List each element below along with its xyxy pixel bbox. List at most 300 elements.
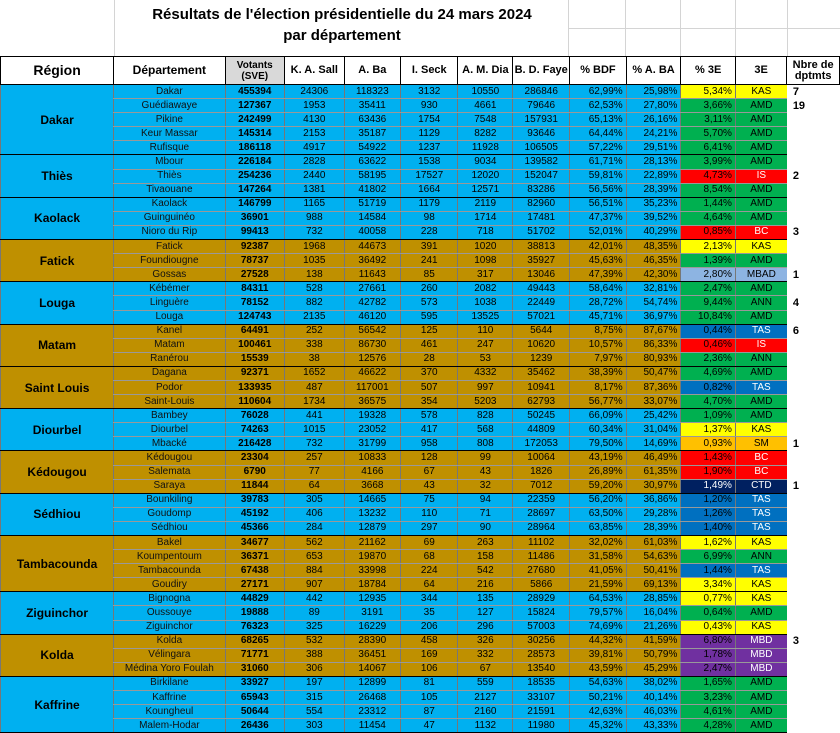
b-d-faye-cell: 10620 (513, 338, 570, 352)
region-cell: Kaolack (1, 197, 114, 239)
table-row (1, 225, 840, 239)
pct-aba-cell: 50,41% (626, 564, 681, 578)
nbre-dptmts-cell (787, 719, 840, 733)
third-candidate-cell: AMD (735, 254, 786, 268)
a-ba-cell: 44673 (344, 240, 400, 254)
a-ba-cell: 36492 (344, 254, 400, 268)
departement-cell: Guédiawaye (114, 99, 225, 113)
pct-3e-cell: 1,09% (681, 409, 736, 423)
pct-3e-cell: 2,36% (681, 352, 736, 366)
a-ba-cell: 4166 (344, 465, 400, 479)
b-d-faye-cell: 7012 (513, 479, 570, 493)
third-candidate-cell: KAS (735, 536, 786, 550)
departement-cell: Thiès (114, 169, 225, 183)
third-candidate-cell: AMD (735, 282, 786, 296)
b-d-faye-cell: 5866 (513, 578, 570, 592)
k-a-sall-cell: 89 (284, 606, 344, 620)
votants-cell: 45366 (225, 521, 284, 535)
header-departement: Département (114, 57, 225, 85)
departement-cell: Bignogna (114, 592, 225, 606)
k-a-sall-cell: 884 (284, 564, 344, 578)
votants-cell: 27528 (225, 268, 284, 282)
b-d-faye-cell: 106505 (513, 141, 570, 155)
pct-3e-cell: 1,37% (681, 423, 736, 437)
pct-bdf-cell: 79,50% (570, 437, 627, 451)
votants-cell: 124743 (225, 310, 284, 324)
departement-cell: Dagana (114, 366, 225, 380)
pct-3e-cell: 5,34% (681, 85, 736, 99)
departement-cell: Bambey (114, 409, 225, 423)
pct-bdf-cell: 56,77% (570, 395, 627, 409)
pct-aba-cell: 46,03% (626, 705, 681, 719)
a-m-dia-cell: 43 (458, 465, 513, 479)
pct-aba-cell: 46,35% (626, 254, 681, 268)
pct-aba-cell: 54,74% (626, 296, 681, 310)
pct-aba-cell: 24,21% (626, 127, 681, 141)
pct-3e-cell: 0,46% (681, 338, 736, 352)
votants-cell: 78737 (225, 254, 284, 268)
k-a-sall-cell: 388 (284, 648, 344, 662)
k-a-sall-cell: 1953 (284, 99, 344, 113)
table-row (1, 183, 840, 197)
departement-cell: Podor (114, 380, 225, 394)
departement-cell: Saint-Louis (114, 395, 225, 409)
pct-3e-cell: 1,78% (681, 648, 736, 662)
a-ba-cell: 35411 (344, 99, 400, 113)
third-candidate-cell: TAS (735, 564, 786, 578)
table-row (1, 380, 840, 394)
region-cell: Ziguinchor (1, 592, 114, 634)
b-d-faye-cell: 57003 (513, 620, 570, 634)
a-m-dia-cell: 718 (458, 225, 513, 239)
table-row (1, 564, 840, 578)
pct-bdf-cell: 42,01% (570, 240, 627, 254)
third-candidate-cell: TAS (735, 324, 786, 338)
i-seck-cell: 68 (401, 550, 458, 564)
third-candidate-cell: IS (735, 338, 786, 352)
k-a-sall-cell: 441 (284, 409, 344, 423)
nbre-dptmts-cell: 3 (787, 634, 840, 648)
i-seck-cell: 206 (401, 620, 458, 634)
departement-cell: Kaffrine (114, 691, 225, 705)
pct-bdf-cell: 62,53% (570, 99, 627, 113)
a-m-dia-cell: 1714 (458, 211, 513, 225)
a-m-dia-cell: 332 (458, 648, 513, 662)
a-ba-cell: 23052 (344, 423, 400, 437)
pct-aba-cell: 27,80% (626, 99, 681, 113)
pct-aba-cell: 46,49% (626, 451, 681, 465)
a-ba-cell: 14665 (344, 493, 400, 507)
k-a-sall-cell: 2440 (284, 169, 344, 183)
pct-bdf-cell: 60,34% (570, 423, 627, 437)
pct-aba-cell: 28,39% (626, 183, 681, 197)
table-row (1, 634, 840, 648)
pct-aba-cell: 32,81% (626, 282, 681, 296)
pct-bdf-cell: 39,81% (570, 648, 627, 662)
third-candidate-cell: AMD (735, 197, 786, 211)
third-candidate-cell: ANN (735, 352, 786, 366)
a-m-dia-cell: 67 (458, 662, 513, 676)
nbre-dptmts-cell (787, 691, 840, 705)
departement-cell: Keur Massar (114, 127, 225, 141)
nbre-dptmts-cell (787, 662, 840, 676)
a-ba-cell: 26468 (344, 691, 400, 705)
departement-cell: Rufisque (114, 141, 225, 155)
pct-aba-cell: 41,59% (626, 634, 681, 648)
third-candidate-cell: MBD (735, 648, 786, 662)
pct-aba-cell: 87,67% (626, 324, 681, 338)
pct-aba-cell: 45,29% (626, 662, 681, 676)
votants-cell: 146799 (225, 197, 284, 211)
k-a-sall-cell: 406 (284, 507, 344, 521)
b-d-faye-cell: 33107 (513, 691, 570, 705)
pct-3e-cell: 4,64% (681, 211, 736, 225)
pct-3e-cell: 3,34% (681, 578, 736, 592)
nbre-dptmts-cell (787, 338, 840, 352)
votants-cell: 216428 (225, 437, 284, 451)
votants-cell: 67438 (225, 564, 284, 578)
pct-bdf-cell: 42,63% (570, 705, 627, 719)
a-ba-cell: 51719 (344, 197, 400, 211)
third-candidate-cell: AMD (735, 211, 786, 225)
i-seck-cell: 67 (401, 465, 458, 479)
a-ba-cell: 35187 (344, 127, 400, 141)
a-ba-cell: 118323 (344, 85, 400, 99)
departement-cell: Louga (114, 310, 225, 324)
pct-bdf-cell: 43,59% (570, 662, 627, 676)
pct-3e-cell: 4,73% (681, 169, 736, 183)
votants-cell: 64491 (225, 324, 284, 338)
b-d-faye-cell: 139582 (513, 155, 570, 169)
k-a-sall-cell: 197 (284, 676, 344, 690)
departement-cell: Oussouye (114, 606, 225, 620)
pct-aba-cell: 28,85% (626, 592, 681, 606)
nbre-dptmts-cell (787, 310, 840, 324)
k-a-sall-cell: 77 (284, 465, 344, 479)
pct-3e-cell: 0,82% (681, 380, 736, 394)
pct-bdf-cell: 50,21% (570, 691, 627, 705)
a-m-dia-cell: 4661 (458, 99, 513, 113)
pct-bdf-cell: 62,99% (570, 85, 627, 99)
departement-cell: Salemata (114, 465, 225, 479)
k-a-sall-cell: 305 (284, 493, 344, 507)
b-d-faye-cell: 11486 (513, 550, 570, 564)
k-a-sall-cell: 2828 (284, 155, 344, 169)
a-m-dia-cell: 5203 (458, 395, 513, 409)
departement-cell: Foundiougne (114, 254, 225, 268)
pct-aba-cell: 69,13% (626, 578, 681, 592)
nbre-dptmts-cell (787, 183, 840, 197)
pct-aba-cell: 54,63% (626, 550, 681, 564)
third-candidate-cell: KAS (735, 423, 786, 437)
a-m-dia-cell: 263 (458, 536, 513, 550)
pct-aba-cell: 30,97% (626, 479, 681, 493)
third-candidate-cell: MBD (735, 662, 786, 676)
a-ba-cell: 14584 (344, 211, 400, 225)
k-a-sall-cell: 732 (284, 437, 344, 451)
table-row (1, 211, 840, 225)
a-ba-cell: 16229 (344, 620, 400, 634)
pct-3e-cell: 0,44% (681, 324, 736, 338)
a-m-dia-cell: 12020 (458, 169, 513, 183)
i-seck-cell: 81 (401, 676, 458, 690)
votants-cell: 33927 (225, 676, 284, 690)
table-row (1, 578, 840, 592)
pct-bdf-cell: 56,51% (570, 197, 627, 211)
k-a-sall-cell: 284 (284, 521, 344, 535)
departement-cell: Dakar (114, 85, 225, 99)
nbre-dptmts-cell (787, 705, 840, 719)
k-a-sall-cell: 338 (284, 338, 344, 352)
pct-3e-cell: 1,26% (681, 507, 736, 521)
table-row (1, 423, 840, 437)
pct-bdf-cell: 44,32% (570, 634, 627, 648)
i-seck-cell: 391 (401, 240, 458, 254)
a-ba-cell: 11454 (344, 719, 400, 733)
pct-bdf-cell: 7,97% (570, 352, 627, 366)
votants-cell: 133935 (225, 380, 284, 394)
pct-aba-cell: 22,89% (626, 169, 681, 183)
table-row (1, 620, 840, 634)
header-i-seck: I. Seck (401, 57, 458, 85)
a-m-dia-cell: 1038 (458, 296, 513, 310)
b-d-faye-cell: 51702 (513, 225, 570, 239)
third-candidate-cell: TAS (735, 380, 786, 394)
header-pct-aba: % A. BA (626, 57, 681, 85)
table-row (1, 169, 840, 183)
results-table (0, 56, 840, 733)
pct-aba-cell: 42,30% (626, 268, 681, 282)
table-row (1, 310, 840, 324)
b-d-faye-cell: 11102 (513, 536, 570, 550)
third-candidate-cell: AMD (735, 366, 786, 380)
i-seck-cell: 75 (401, 493, 458, 507)
k-a-sall-cell: 1015 (284, 423, 344, 437)
pct-bdf-cell: 52,01% (570, 225, 627, 239)
departement-cell: Birkilane (114, 676, 225, 690)
a-ba-cell: 12879 (344, 521, 400, 535)
b-d-faye-cell: 172053 (513, 437, 570, 451)
pct-aba-cell: 25,42% (626, 409, 681, 423)
pct-3e-cell: 2,47% (681, 282, 736, 296)
votants-cell: 226184 (225, 155, 284, 169)
departement-cell: Mbour (114, 155, 225, 169)
header-pct-3e: % 3E (681, 57, 736, 85)
departement-cell: Pikine (114, 113, 225, 127)
a-m-dia-cell: 808 (458, 437, 513, 451)
pct-bdf-cell: 56,20% (570, 493, 627, 507)
nbre-dptmts-cell (787, 254, 840, 268)
votants-cell: 455394 (225, 85, 284, 99)
nbre-dptmts-cell: 3 (787, 225, 840, 239)
a-ba-cell: 58195 (344, 169, 400, 183)
votants-cell: 68265 (225, 634, 284, 648)
pct-aba-cell: 50,79% (626, 648, 681, 662)
pct-3e-cell: 2,13% (681, 240, 736, 254)
a-ba-cell: 11643 (344, 268, 400, 282)
third-candidate-cell: IS (735, 169, 786, 183)
a-ba-cell: 54922 (344, 141, 400, 155)
region-cell: Matam (1, 324, 114, 366)
table-row (1, 507, 840, 521)
departement-cell: Kébémer (114, 282, 225, 296)
table-row (1, 282, 840, 296)
nbre-dptmts-cell (787, 141, 840, 155)
nbre-dptmts-cell (787, 676, 840, 690)
table-row (1, 550, 840, 564)
pct-3e-cell: 1,65% (681, 676, 736, 690)
pct-3e-cell: 4,69% (681, 366, 736, 380)
votants-cell: 26436 (225, 719, 284, 733)
votants-cell: 78152 (225, 296, 284, 310)
votants-cell: 74263 (225, 423, 284, 437)
votants-cell: 99413 (225, 225, 284, 239)
a-ba-cell: 3191 (344, 606, 400, 620)
votants-cell: 127367 (225, 99, 284, 113)
a-m-dia-cell: 559 (458, 676, 513, 690)
votants-cell: 92371 (225, 366, 284, 380)
table-row (1, 691, 840, 705)
a-ba-cell: 21162 (344, 536, 400, 550)
pct-aba-cell: 43,33% (626, 719, 681, 733)
votants-cell: 6790 (225, 465, 284, 479)
third-candidate-cell: AMD (735, 113, 786, 127)
a-m-dia-cell: 53 (458, 352, 513, 366)
nbre-dptmts-cell (787, 127, 840, 141)
pct-aba-cell: 40,14% (626, 691, 681, 705)
table-row (1, 465, 840, 479)
pct-bdf-cell: 38,39% (570, 366, 627, 380)
region-cell: Saint Louis (1, 366, 114, 408)
pct-bdf-cell: 8,75% (570, 324, 627, 338)
departement-cell: Saraya (114, 479, 225, 493)
votants-cell: 65943 (225, 691, 284, 705)
pct-aba-cell: 61,35% (626, 465, 681, 479)
i-seck-cell: 461 (401, 338, 458, 352)
nbre-dptmts-cell: 6 (787, 324, 840, 338)
third-candidate-cell: BC (735, 451, 786, 465)
a-ba-cell: 31799 (344, 437, 400, 451)
a-ba-cell: 14067 (344, 662, 400, 676)
third-candidate-cell: KAS (735, 85, 786, 99)
pct-aba-cell: 40,29% (626, 225, 681, 239)
i-seck-cell: 1129 (401, 127, 458, 141)
table-row (1, 141, 840, 155)
title-line-2: par département (283, 27, 401, 44)
a-ba-cell: 23312 (344, 705, 400, 719)
nbre-dptmts-cell (787, 451, 840, 465)
votants-cell: 15539 (225, 352, 284, 366)
pct-aba-cell: 25,98% (626, 85, 681, 99)
header-a-ba: A. Ba (344, 57, 400, 85)
i-seck-cell: 64 (401, 578, 458, 592)
a-m-dia-cell: 90 (458, 521, 513, 535)
departement-cell: Kaolack (114, 197, 225, 211)
b-d-faye-cell: 1826 (513, 465, 570, 479)
a-ba-cell: 19328 (344, 409, 400, 423)
table-row (1, 366, 840, 380)
pct-aba-cell: 16,04% (626, 606, 681, 620)
pct-3e-cell: 2,47% (681, 662, 736, 676)
pct-aba-cell: 14,69% (626, 437, 681, 451)
pct-3e-cell: 0,85% (681, 225, 736, 239)
departement-cell: Malem-Hodar (114, 719, 225, 733)
a-m-dia-cell: 4332 (458, 366, 513, 380)
nbre-dptmts-cell: 19 (787, 99, 840, 113)
pct-3e-cell: 1,39% (681, 254, 736, 268)
nbre-dptmts-cell (787, 282, 840, 296)
i-seck-cell: 106 (401, 662, 458, 676)
third-candidate-cell: AMD (735, 183, 786, 197)
b-d-faye-cell: 22359 (513, 493, 570, 507)
b-d-faye-cell: 62793 (513, 395, 570, 409)
a-m-dia-cell: 247 (458, 338, 513, 352)
k-a-sall-cell: 325 (284, 620, 344, 634)
k-a-sall-cell: 138 (284, 268, 344, 282)
header-third: 3E (735, 57, 786, 85)
pct-aba-cell: 38,02% (626, 676, 681, 690)
nbre-dptmts-cell (787, 395, 840, 409)
b-d-faye-cell: 15824 (513, 606, 570, 620)
votants-cell: 186118 (225, 141, 284, 155)
departement-cell: Kolda (114, 634, 225, 648)
i-seck-cell: 507 (401, 380, 458, 394)
header-b-d-faye: B. D. Faye (513, 57, 570, 85)
nbre-dptmts-cell (787, 578, 840, 592)
a-m-dia-cell: 99 (458, 451, 513, 465)
k-a-sall-cell: 306 (284, 662, 344, 676)
pct-aba-cell: 36,86% (626, 493, 681, 507)
a-ba-cell: 19870 (344, 550, 400, 564)
pct-3e-cell: 5,70% (681, 127, 736, 141)
i-seck-cell: 110 (401, 507, 458, 521)
pct-bdf-cell: 57,22% (570, 141, 627, 155)
pct-bdf-cell: 79,57% (570, 606, 627, 620)
a-m-dia-cell: 8282 (458, 127, 513, 141)
votants-cell: 71771 (225, 648, 284, 662)
a-ba-cell: 86730 (344, 338, 400, 352)
a-ba-cell: 28390 (344, 634, 400, 648)
pct-bdf-cell: 56,56% (570, 183, 627, 197)
pct-aba-cell: 33,07% (626, 395, 681, 409)
departement-cell: Koungheul (114, 705, 225, 719)
votants-cell: 11844 (225, 479, 284, 493)
k-a-sall-cell: 1165 (284, 197, 344, 211)
i-seck-cell: 1754 (401, 113, 458, 127)
departement-cell: Médina Yoro Foulah (114, 662, 225, 676)
region-cell: Kaffrine (1, 676, 114, 732)
third-candidate-cell: AMD (735, 676, 786, 690)
k-a-sall-cell: 732 (284, 225, 344, 239)
b-d-faye-cell: 13540 (513, 662, 570, 676)
table-row (1, 338, 840, 352)
region-cell: Kolda (1, 634, 114, 676)
a-ba-cell: 10833 (344, 451, 400, 465)
a-m-dia-cell: 127 (458, 606, 513, 620)
departement-cell: Koumpentoum (114, 550, 225, 564)
table-row (1, 85, 840, 99)
pct-3e-cell: 1,43% (681, 451, 736, 465)
k-a-sall-cell: 4917 (284, 141, 344, 155)
third-candidate-cell: AMD (735, 395, 786, 409)
pct-aba-cell: 48,35% (626, 240, 681, 254)
pct-bdf-cell: 10,57% (570, 338, 627, 352)
i-seck-cell: 35 (401, 606, 458, 620)
votants-cell: 84311 (225, 282, 284, 296)
b-d-faye-cell: 44809 (513, 423, 570, 437)
nbre-dptmts-cell: 1 (787, 479, 840, 493)
region-cell: Sédhiou (1, 493, 114, 535)
